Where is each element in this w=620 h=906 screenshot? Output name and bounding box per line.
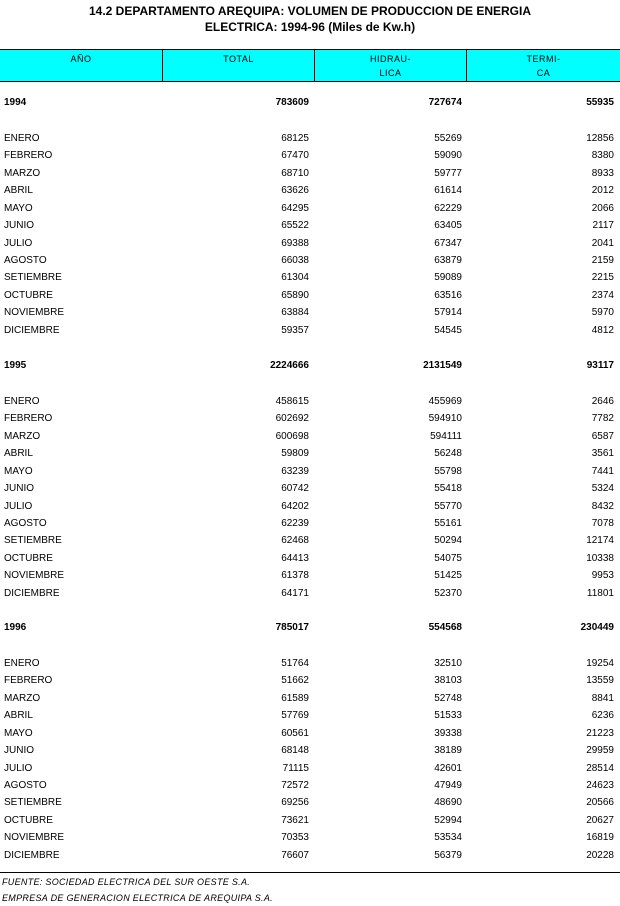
month-row [0, 742, 620, 759]
month-row [0, 393, 620, 410]
header-col-year [0, 50, 162, 81]
month-termica-value: 5324 [591, 483, 614, 495]
month-hidraulica-value: 53534 [434, 832, 462, 844]
year-label: 1995 [4, 360, 27, 371]
month-label: NOVIEMBRE [4, 307, 65, 319]
header-total-label: TOTAL [223, 54, 254, 64]
month-total-value: 602692 [275, 413, 309, 425]
footer-company: EMPRESA DE GENERACION ELECTRICA DE AREQUIPA S.A. [2, 893, 273, 903]
month-termica-value: 11801 [586, 587, 614, 599]
month-row [0, 480, 620, 497]
month-row [0, 322, 620, 339]
month-hidraulica-value: 52994 [434, 814, 462, 826]
month-label: ENERO [4, 658, 40, 669]
month-row [0, 269, 620, 286]
month-label: ABRIL [4, 448, 33, 460]
month-total-value: 63884 [281, 307, 309, 319]
month-total-value: 64413 [281, 552, 309, 564]
month-termica-value: 21223 [586, 727, 614, 739]
month-hidraulica-value: 56248 [434, 448, 462, 460]
month-row [0, 585, 620, 602]
month-termica-value: 7441 [591, 465, 614, 477]
month-label: MAYO [4, 465, 33, 477]
month-hidraulica-value: 57914 [434, 307, 462, 319]
month-label: OCTUBRE [4, 552, 53, 564]
month-total-value: 70353 [281, 832, 309, 844]
month-row [0, 147, 620, 164]
month-row [0, 200, 620, 217]
month-hidraulica-value: 63879 [434, 254, 462, 266]
month-total-value: 62468 [281, 535, 309, 547]
month-termica-value: 8432 [591, 500, 614, 512]
month-termica-value: 20566 [586, 797, 614, 809]
month-termica-value: 12856 [586, 133, 614, 144]
month-row [0, 794, 620, 811]
month-hidraulica-value: 455969 [428, 396, 462, 407]
year-total-value: 783609 [275, 97, 309, 108]
month-label: DICIEMBRE [4, 587, 60, 599]
month-label: AGOSTO [4, 517, 47, 529]
month-hidraulica-value: 59089 [434, 272, 462, 284]
month-hidraulica-value: 54075 [434, 552, 462, 564]
month-label: ENERO [4, 396, 40, 407]
year-total-row [0, 619, 620, 636]
month-hidraulica-value: 38103 [434, 675, 462, 687]
header-hidraulica-line2: LICA [379, 68, 402, 78]
year-termica-value: 93117 [586, 360, 614, 371]
month-termica-value: 19254 [586, 658, 614, 669]
month-row [0, 165, 620, 182]
month-label: JUNIO [4, 745, 34, 757]
month-hidraulica-value: 47949 [434, 779, 462, 791]
month-hidraulica-value: 56379 [434, 849, 462, 861]
month-label: OCTUBRE [4, 814, 53, 826]
month-total-value: 600698 [275, 430, 309, 442]
month-termica-value: 24623 [586, 779, 614, 791]
year-total-value: 785017 [275, 622, 309, 633]
month-label: MAYO [4, 727, 33, 739]
month-row [0, 567, 620, 584]
month-total-value: 66038 [281, 254, 309, 266]
month-total-value: 67470 [281, 150, 309, 162]
month-hidraulica-value: 67347 [434, 237, 462, 249]
month-label: FEBRERO [4, 413, 53, 425]
month-label: AGOSTO [4, 254, 47, 266]
month-row [0, 777, 620, 794]
month-label: DICIEMBRE [4, 849, 60, 861]
year-hidraulica-value: 554568 [428, 622, 462, 633]
month-termica-value: 5970 [591, 307, 614, 319]
month-total-value: 68125 [281, 133, 309, 144]
month-row [0, 655, 620, 672]
month-label: ABRIL [4, 185, 33, 197]
month-termica-value: 2215 [591, 272, 614, 284]
month-row [0, 812, 620, 829]
month-termica-value: 7078 [591, 517, 614, 529]
footer-divider [0, 872, 620, 873]
year-hidraulica-value: 2131549 [423, 360, 462, 371]
month-hidraulica-value: 42601 [434, 762, 462, 774]
month-label: MAYO [4, 202, 33, 214]
month-label: JUNIO [4, 483, 34, 495]
month-total-value: 61304 [281, 272, 309, 284]
month-total-value: 65890 [281, 289, 309, 301]
month-label: ENERO [4, 133, 40, 144]
month-total-value: 60742 [281, 483, 309, 495]
month-label: NOVIEMBRE [4, 832, 65, 844]
month-total-value: 76607 [281, 849, 309, 861]
month-label: SETIEMBRE [4, 797, 62, 809]
month-hidraulica-value: 48690 [434, 797, 462, 809]
month-hidraulica-value: 594910 [428, 413, 462, 425]
month-hidraulica-value: 52748 [434, 692, 462, 704]
month-total-value: 71115 [282, 762, 309, 774]
month-row [0, 182, 620, 199]
month-total-value: 51662 [281, 675, 309, 687]
month-hidraulica-value: 62229 [434, 202, 462, 214]
month-termica-value: 6236 [591, 710, 614, 722]
year-label: 1994 [4, 97, 27, 108]
month-hidraulica-value: 59777 [434, 167, 462, 179]
month-hidraulica-value: 55269 [434, 133, 462, 144]
year-total-value: 2224666 [270, 360, 309, 371]
header-col-total [162, 50, 314, 81]
header-col-hidraulica [314, 50, 466, 81]
month-row [0, 829, 620, 846]
page-title-line1: 14.2 DEPARTAMENTO AREQUIPA: VOLUMEN DE PRODUCCION DE ENERGIA [88, 4, 532, 18]
month-total-value: 60561 [281, 727, 309, 739]
month-hidraulica-value: 54545 [434, 324, 462, 336]
month-row [0, 445, 620, 462]
month-label: SETIEMBRE [4, 535, 62, 547]
month-hidraulica-value: 52370 [434, 587, 462, 599]
month-termica-value: 8380 [591, 150, 614, 162]
month-label: NOVIEMBRE [4, 570, 65, 582]
month-row [0, 304, 620, 321]
month-label: FEBRERO [4, 150, 53, 162]
month-hidraulica-value: 55418 [434, 483, 462, 495]
month-row [0, 707, 620, 724]
page-title-line2: ELECTRICA: 1994-96 (Miles de Kw.h) [204, 20, 416, 34]
month-label: FEBRERO [4, 675, 53, 687]
month-total-value: 458615 [275, 396, 309, 407]
header-year-label: AÑO [70, 54, 92, 64]
month-total-value: 62239 [281, 517, 309, 529]
month-termica-value: 13559 [586, 675, 614, 687]
month-row [0, 760, 620, 777]
month-termica-value: 3561 [591, 448, 614, 460]
month-total-value: 59809 [281, 448, 309, 460]
month-total-value: 64202 [281, 500, 309, 512]
month-hidraulica-value: 61614 [434, 185, 462, 197]
month-row [0, 428, 620, 445]
month-termica-value: 12174 [586, 535, 614, 547]
month-total-value: 73621 [281, 814, 309, 826]
month-total-value: 63239 [281, 465, 309, 477]
month-termica-value: 20228 [586, 849, 614, 861]
month-hidraulica-value: 63516 [434, 289, 462, 301]
month-termica-value: 8933 [591, 167, 614, 179]
month-termica-value: 8841 [591, 692, 614, 704]
month-row [0, 130, 620, 147]
month-label: SETIEMBRE [4, 272, 62, 284]
month-total-value: 68148 [281, 745, 309, 757]
month-row [0, 235, 620, 252]
month-row [0, 252, 620, 269]
month-label: JULIO [4, 500, 33, 512]
month-total-value: 59357 [281, 324, 309, 336]
year-termica-value: 55935 [586, 97, 614, 108]
month-total-value: 57769 [281, 710, 309, 722]
year-termica-value: 230449 [580, 622, 614, 633]
month-termica-value: 2066 [591, 202, 614, 214]
month-hidraulica-value: 32510 [434, 658, 462, 669]
month-hidraulica-value: 39338 [434, 727, 462, 739]
month-row [0, 550, 620, 567]
month-termica-value: 2159 [591, 254, 614, 266]
month-label: JULIO [4, 762, 33, 774]
header-termica-line2: CA [536, 68, 551, 78]
month-label: MARZO [4, 430, 41, 442]
month-termica-value: 4812 [591, 324, 614, 336]
month-termica-value: 2374 [591, 289, 614, 301]
month-row [0, 463, 620, 480]
month-label: AGOSTO [4, 779, 47, 791]
header-hidraulica-line1: HIDRAU- [370, 54, 411, 64]
month-hidraulica-value: 55770 [434, 500, 462, 512]
month-row [0, 847, 620, 864]
month-hidraulica-value: 59090 [434, 150, 462, 162]
month-total-value: 61589 [281, 692, 309, 704]
month-label: OCTUBRE [4, 289, 53, 301]
month-row [0, 287, 620, 304]
month-termica-value: 29959 [586, 745, 614, 757]
month-total-value: 68710 [281, 167, 309, 179]
month-row [0, 515, 620, 532]
month-termica-value: 2117 [592, 220, 614, 232]
month-label: DICIEMBRE [4, 324, 60, 336]
year-total-row [0, 357, 620, 374]
month-label: MARZO [4, 692, 41, 704]
month-label: MARZO [4, 167, 41, 179]
month-total-value: 64295 [281, 202, 309, 214]
month-termica-value: 16819 [586, 832, 614, 844]
header-termica-line1: TERMI- [526, 54, 561, 64]
year-hidraulica-value: 727674 [428, 97, 462, 108]
month-termica-value: 28514 [586, 762, 614, 774]
footer-source: FUENTE: SOCIEDAD ELECTRICA DEL SUR OESTE S.A. [2, 877, 251, 887]
month-termica-value: 7782 [591, 413, 614, 425]
month-termica-value: 9953 [591, 570, 614, 582]
month-hidraulica-value: 51425 [434, 570, 462, 582]
month-hidraulica-value: 594111 [430, 430, 462, 442]
header-col-termica [466, 50, 620, 81]
year-total-row [0, 94, 620, 111]
month-termica-value: 2012 [591, 185, 614, 197]
month-termica-value: 2646 [591, 396, 614, 407]
month-hidraulica-value: 51533 [434, 710, 462, 722]
month-termica-value: 20627 [586, 814, 614, 826]
month-termica-value: 6587 [591, 430, 614, 442]
month-total-value: 69256 [281, 797, 309, 809]
month-row [0, 672, 620, 689]
month-total-value: 72572 [281, 779, 309, 791]
month-hidraulica-value: 50294 [434, 535, 462, 547]
month-row [0, 410, 620, 427]
month-hidraulica-value: 55798 [434, 465, 462, 477]
table-header [0, 49, 620, 82]
month-termica-value: 2041 [591, 237, 614, 249]
month-label: JUNIO [4, 220, 34, 232]
month-row [0, 690, 620, 707]
month-total-value: 63626 [281, 185, 309, 197]
month-label: ABRIL [4, 710, 33, 722]
month-row [0, 532, 620, 549]
month-total-value: 61378 [281, 570, 309, 582]
month-label: JULIO [4, 237, 33, 249]
month-total-value: 51764 [281, 658, 309, 669]
month-row [0, 217, 620, 234]
month-total-value: 64171 [281, 587, 309, 599]
year-label: 1996 [4, 622, 27, 633]
month-hidraulica-value: 38189 [434, 745, 462, 757]
month-total-value: 69388 [281, 237, 309, 249]
month-hidraulica-value: 55161 [434, 517, 462, 529]
month-termica-value: 10338 [586, 552, 614, 564]
month-row [0, 498, 620, 515]
month-hidraulica-value: 63405 [434, 220, 462, 232]
month-total-value: 65522 [281, 220, 309, 232]
month-row [0, 725, 620, 742]
